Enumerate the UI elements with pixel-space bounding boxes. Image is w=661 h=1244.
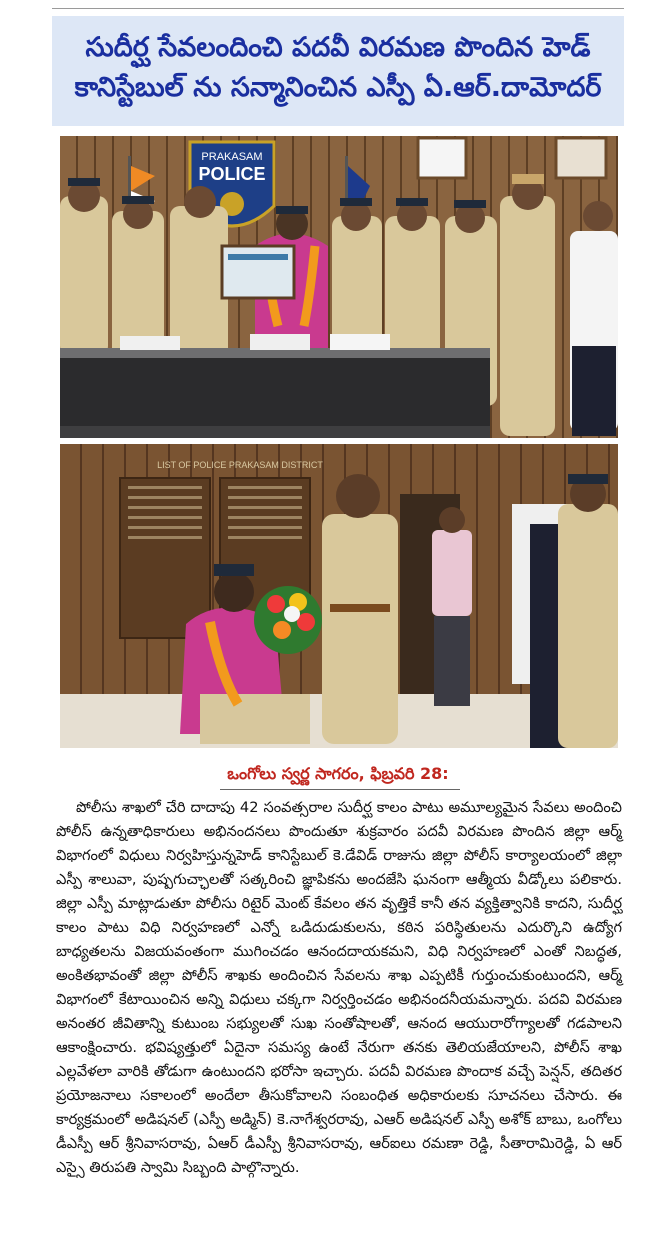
badge-text-1: PRAKASAM (201, 151, 263, 163)
wall-board-text: LIST OF POLICE PRAKASAM DISTRICT (157, 460, 323, 470)
felicitation-photo-illustration (60, 444, 618, 748)
honor-board-left (120, 478, 210, 638)
news-clipping (52, 16, 624, 1242)
dateline-underline (220, 789, 460, 790)
article-body (56, 796, 622, 1180)
group-photo (60, 136, 618, 438)
headline (52, 16, 624, 126)
headline-line-1: సుదీర్ఘ సేవలందించి పదవీ విరమణ పొందిన హెడ్ (85, 32, 591, 63)
badge-text-2: POLICE (198, 164, 266, 184)
headline-line-2: కానిస్టేబుల్ ను సన్మానించిన ఎస్పీ ఏ.ఆర్.దామోదర్ (74, 72, 602, 103)
article-paragraph: పోలీసు శాఖలో చేరి దాదాపు 42 సంవత్సరాల సుదీర్ఘ కాలం పాటు అమూల్యమైన సేవలు అందించి పోలీస్ ఉన్నతాధికారులు అభినందనలు పొందుతూ శుక్రవారం పదవీ విరమణ పొందిన జిల్లా ఆర్మ్ విభాగంలో విధులు నిర్వహిస్తున్నహెడ్ కానిస్టేబుల్ కె.డేవిడ్ రాజును జిల్లా పోలీస్ కార్యాలయంలో జిల్లా ఎస్పీ శాలువా, పుష్పగుచ్ఛాలతో సత్కరించి జ్ఞాపికను అందజేసి ఘనంగా ఆత్మీయ వీడ్కోలు పలికారు. జిల్లా ఎస్పీ మాట్లాడుతూ పోలీసు రిటైర్ మెంట్ కేవలం తన వృత్తికే కానీ తన వ్యక్తిత్వానికి కాదని, సుదీర్ఘ కాలం పాటు విధి నిర్వహణలో ఎన్నో ఒడిదుడుకులను, కఠిన పరిస్థితులను ఎదుర్కొని ఉద్యోగ బాధ్యతలను విజయవంతంగా ముగించడం ఆనందదాయకమని, విధి నిర్వహణలో ఎంతో నిబద్ధత, అంకితభావంతో జిల్లా పోలీస్ శాఖకు అందించిన సేవలను శాఖ ఎప్పటికీ గుర్తుంచుకుంటుందని, ఆర్మ్ విభాగంలో కేటాయించిన అన్ని విధులు చక్కగా నిర్వర్తించడం అభినందనీయమన్నారు. పదవి విరమణ అనంతర జీవితాన్ని కుటుంబ సభ్యులతో సుఖ సంతోషాలతో, ఆనంద ఆయురారోగ్యాలతో గడపాలని ఆకాంక్షించారు. భవిష్యత్తులో ఏదైనా సమస్య ఉంటే నేరుగా తనకు తెలియజేయాలని, పోలీస్ శాఖ ఎల్లవేళలా వారికి తోడుగా ఉంటుందని భరోసా ఇచ్చారు. పదవీ విరమణ పొందాక వచ్చే పెన్షన్, తదితర ప్రయోజనాలు సకాలంలో అందేలా తీసుకోవాలని సంబంధిత అధికారులకు సూచనలు చేసారు. ఈ కార్యక్రమంలో అడిషనల్ (ఎస్పీ అడ్మిన్) కె.నాగేశ్వరరావు, ఎఆర్ అడిషనల్ ఎస్పీ అశోక్ బాబు, ఒంగోలు డీఎస్పీ ఆర్ శ్రీనివాసరావు, ఏఆర్ డీఎస్పీ శ్రీనివాసరావు, ఆర్ఐలు రమణా రెడ్డి, సీతారామిరెడ్డి, ఏ ఆర్ ఎస్సై తిరుపతి స్వామి సిబ్బంది పాల్గొన్నారు. (56, 799, 622, 1176)
top-divider (52, 8, 624, 9)
felicitation-photo (60, 444, 618, 748)
group-photo-illustration (60, 136, 618, 438)
dateline: ఒంగోలు స్వర్ణ సాగరం, ఫిబ్రవరి 28: (227, 764, 449, 783)
